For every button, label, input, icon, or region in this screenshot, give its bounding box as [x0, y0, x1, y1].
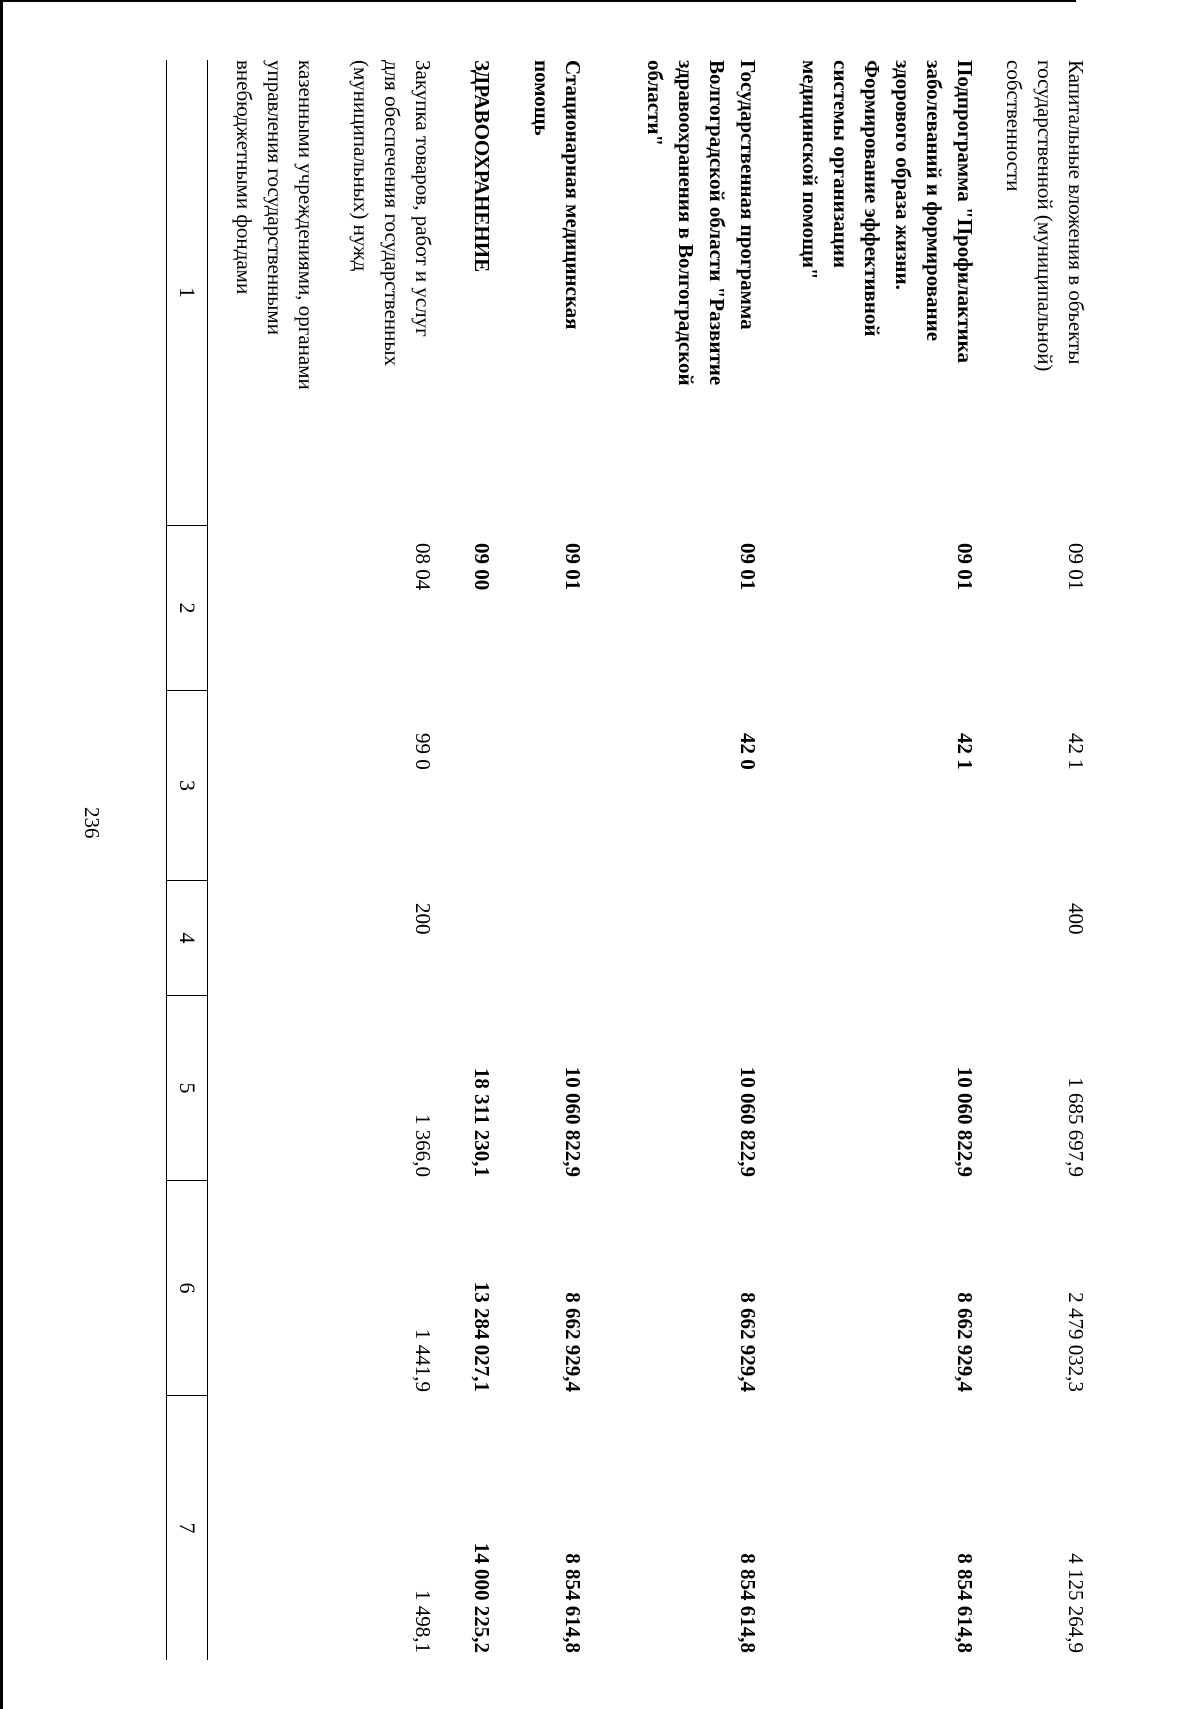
row-value-6: 8 662 929,4 — [561, 1292, 585, 1392]
row-value-5: 10 060 822,9 — [953, 1066, 977, 1177]
header-col-4: 4 — [167, 880, 207, 995]
row-section-code: 09 01 — [1064, 543, 1088, 591]
row-name: Подпрограмма "Профилактика заболеваний и формирование здорового образа жизни. Формирование эффективной системы организации медицинской помощи" — [798, 60, 977, 363]
row-value-6: 8 662 929,4 — [953, 1292, 977, 1392]
row-value-7: 8 854 614,8 — [953, 1553, 977, 1653]
header-col-1: 1 — [175, 287, 200, 298]
scan-edge-top — [0, 0, 1076, 2]
row-section-code: 09 01 — [736, 543, 760, 591]
header-col-7: 7 — [167, 1395, 207, 1660]
row-value-6: 13 284 027,1 — [470, 1281, 494, 1392]
row-value-5: 1 366,0 — [411, 1114, 435, 1177]
rotated-page — [48, 15, 1128, 1665]
row-value-5: 18 311 230,1 — [470, 1067, 494, 1177]
row-value-5: 10 060 822,9 — [561, 1066, 585, 1177]
row-section-code: 09 00 — [470, 543, 494, 591]
row-section-code: 09 01 — [561, 543, 585, 591]
page-number: 236 — [80, 807, 104, 839]
row-value-7: 8 854 614,8 — [561, 1553, 585, 1653]
row-value-7: 1 498,1 — [411, 1590, 435, 1653]
row-value-6: 8 662 929,4 — [736, 1292, 760, 1392]
row-section-code: 08 04 — [411, 543, 435, 591]
row-name: Закупка товаров, работ и услуг для обеспечения государственных (муниципальных) нужд — [349, 60, 435, 366]
row-name: казенными учреждениями, органами управления государственными внебюджетными фондами — [232, 60, 318, 390]
row-name: Капитальные вложения в объекты государственной (муниципальной) собственности — [1002, 60, 1088, 372]
row-value-7: 8 854 614,8 — [736, 1553, 760, 1653]
header-col-3: 3 — [167, 690, 207, 880]
row-section-code: 09 01 — [953, 543, 977, 591]
scan-edge-left — [0, 0, 3, 1709]
row-target-code: 99 0 — [411, 733, 435, 770]
row-target-code: 42 1 — [1064, 733, 1088, 770]
row-expense-type: 200 — [411, 903, 435, 935]
row-name: Стационарная медицинская помощь — [530, 60, 585, 330]
header-col-6: 6 — [167, 1180, 207, 1395]
row-target-code: 42 0 — [736, 733, 760, 770]
row-target-code: 42 1 — [953, 733, 977, 770]
row-name: ЗДРАВООХРАНЕНИЕ — [470, 60, 494, 273]
header-col-2: 2 — [167, 525, 207, 690]
row-value-5: 1 685 697,9 — [1064, 1077, 1088, 1177]
table-header — [166, 60, 208, 1660]
row-name: Государственная программа Волгоградской области "Развитие здравоохранения в Волгоградской области" — [643, 60, 760, 386]
row-expense-type: 400 — [1064, 903, 1088, 935]
row-value-7: 4 125 264,9 — [1064, 1553, 1088, 1653]
row-value-6: 2 479 032,3 — [1064, 1292, 1088, 1392]
row-value-5: 10 060 822,9 — [736, 1066, 760, 1177]
row-value-6: 1 441,9 — [411, 1329, 435, 1392]
header-col-5: 5 — [167, 995, 207, 1180]
row-value-7: 14 000 225,2 — [470, 1542, 494, 1653]
